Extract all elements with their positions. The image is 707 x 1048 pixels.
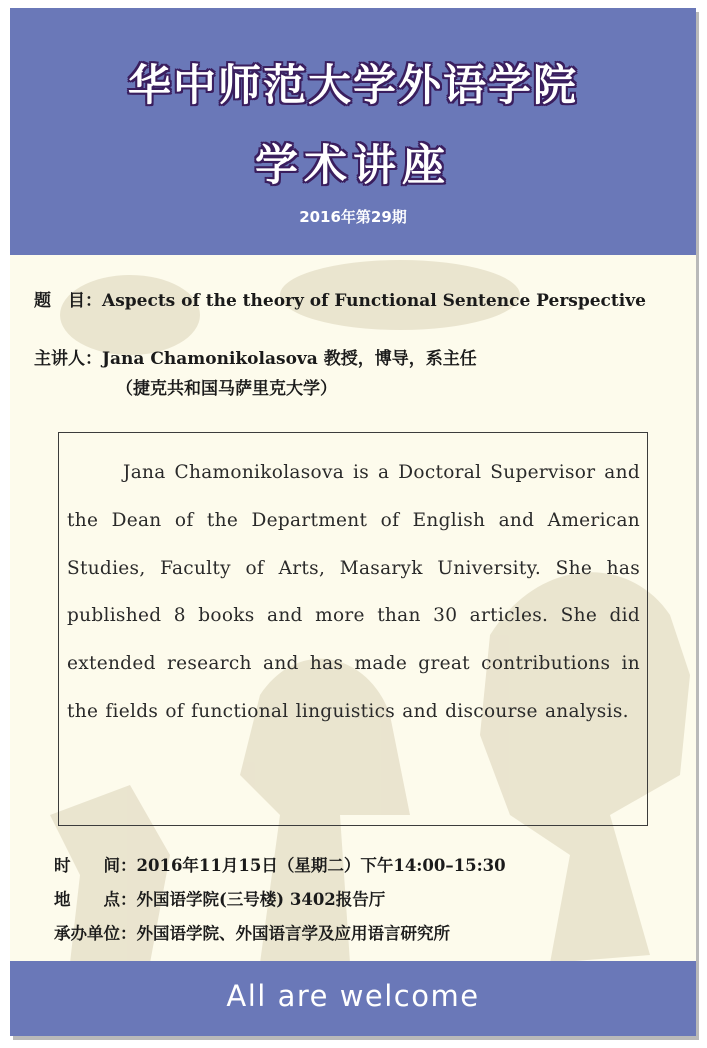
place-row	[54, 886, 385, 910]
welcome-text: All are welcome	[226, 979, 480, 1013]
speaker-label: 主讲人：	[34, 349, 102, 369]
bio-box	[58, 432, 648, 826]
host-value: 外国语学院、外国语言学及应用语言研究所	[136, 924, 450, 943]
time-row	[54, 852, 506, 876]
host-label: 承办单位：	[54, 924, 137, 943]
speaker-affiliation: （捷克共和国马萨里克大学）	[116, 379, 337, 399]
footer-banner	[10, 961, 696, 1036]
university-title: 华中师范大学外语学院	[128, 61, 578, 111]
host-row	[54, 920, 450, 944]
place-value: 外国语学院(三号楼) 3402报告厅	[136, 890, 386, 909]
issue-number: 2016年第29期	[299, 208, 407, 226]
topic-value: Aspects of the theory of Functional Sentence Perspective	[102, 291, 646, 311]
poster	[10, 8, 696, 1036]
topic-row	[34, 286, 646, 311]
topic-label: 题 目：	[34, 291, 102, 311]
speaker-row	[34, 344, 477, 369]
speaker-value: Jana Chamonikolasova 教授，博导，系主任	[102, 349, 477, 369]
header-banner	[10, 8, 696, 255]
place-label: 地 点：	[54, 890, 137, 909]
time-label: 时 间：	[54, 856, 137, 875]
bio-text: Jana Chamonikolasova is a Doctoral Supervisor and the Dean of the Department of English and American Studies, Faculty of Arts, Masaryk University. She has published 8 books and more than 30 articles. She did extended research and has made great contributions in the fields of functional linguistics and discourse analysis.	[67, 462, 640, 722]
time-value: 2016年11月15日（星期二）下午14:00–15:30	[136, 856, 506, 875]
lecture-title: 学术讲座	[255, 141, 451, 191]
